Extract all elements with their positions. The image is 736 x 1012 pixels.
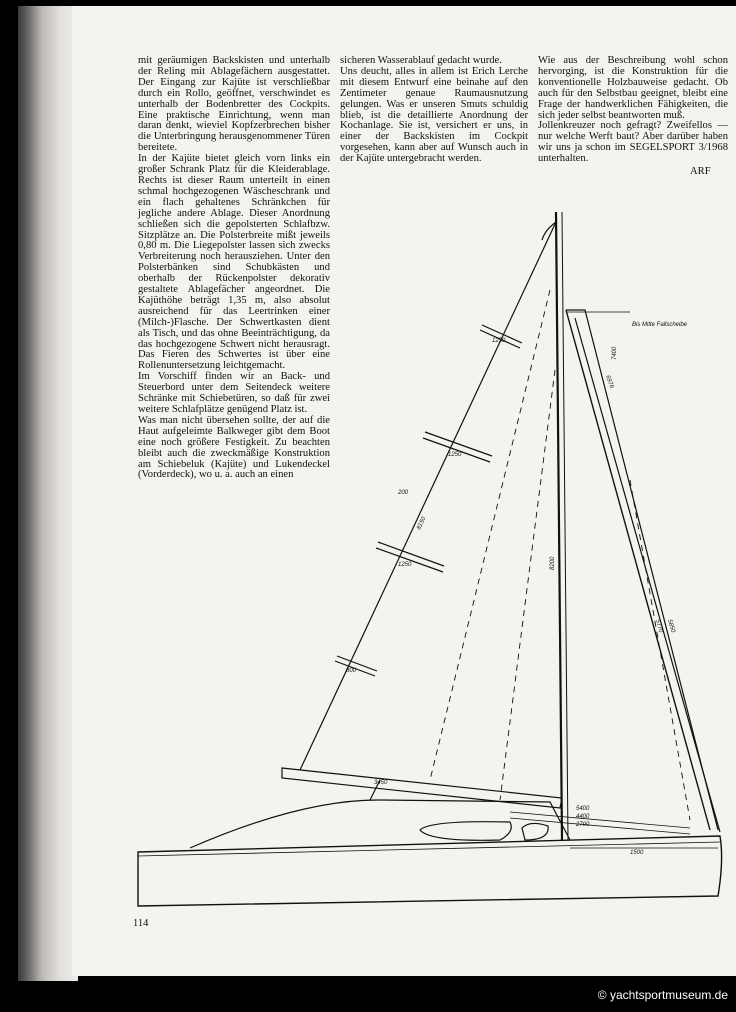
forestay	[566, 310, 710, 830]
sail-dashed-2	[500, 370, 555, 800]
dim-label: 1250	[492, 338, 506, 344]
author-signature: ARF	[690, 166, 711, 177]
dim-label: 8200	[550, 556, 556, 570]
paragraph: sicheren Wasserablauf gedacht wurde.	[340, 55, 502, 66]
dim-label: 1250	[398, 562, 412, 568]
dim-label: 7400	[612, 346, 618, 360]
dim-label: 6976	[604, 374, 615, 390]
dim-label: 1250	[448, 452, 462, 458]
paragraph: mit geräumigen Backskisten und unterhalb der Reling mit Ablagefächern ausgestattet. Der Eingang zur Kajüte ist verschließbar durch ein Rollo, geöffnet, verschwindet es unterhalb der Bodenbretter des Cockpits. Eine praktische Einrichtung, wenn man daran denkt, wieviel Kopfzerbrechen bisher die Unterbringung herausgenommener Türen bereitete.	[138, 55, 330, 154]
dim-label: 5850	[666, 618, 676, 634]
batten-3	[376, 548, 443, 572]
paragraph: Uns deucht, alles in allem ist Erich Lerche mit diesem Entwurf eine beinahe auf den Zentimeter genaue Raumausnutzung gelungen. Was er unseren Smuts schuldig blieb, ist die detaillierte Anordnung der Kochanlage. Sie ist, versichert er uns, in einer der Backskisten im Cockpit vorgesehen, kann aber auf Wunsch auch in der Kajüte untergebracht werden.	[340, 65, 528, 165]
sail-plan-svg	[130, 200, 736, 920]
dim-label: 5770	[654, 618, 664, 634]
page-number: 114	[133, 918, 149, 929]
book-binding	[18, 6, 78, 981]
cabin-top	[190, 800, 570, 848]
dim-label: 8150	[416, 516, 428, 531]
dim-label: 2700	[576, 822, 590, 828]
dim-label: 3450	[374, 780, 388, 786]
batten-2	[423, 438, 490, 462]
paragraph: Jollenkreuzer noch gefragt? Zweifellos — nur welche Werft baut? Aber darüber haben wir uns ja schon im SEGELSPORT 3/1968 unterhalten.	[538, 120, 728, 165]
dim-label: 5400	[576, 806, 590, 812]
dim-label: Bis Mitte Fallscheibe	[632, 322, 688, 328]
paragraph: Wie aus der Beschreibung wohl schon hervorging, ist die Konstruktion für die konventionelle Holzbauweise gedacht. Ob auch für den Selbstbau geeignet, bleibt eine Frage der handwerklichen Fähigkeiten, die sich jeder selbst beantworten muß.	[538, 55, 728, 121]
hull	[138, 836, 722, 906]
text-column-3	[538, 56, 728, 165]
dim-label: 4400	[576, 814, 590, 820]
cabin-window	[420, 822, 511, 841]
text-column-2	[340, 56, 528, 165]
paragraph: Was man nicht übersehen sollte, der auf die Haut aufgeleimte Balkweger gibt dem Boot eine noch größere Festigkeit. Zu beachten bleibt auch die zweckmäßige Konstruktion am Schiebeluk (Kajüte) und Lukendeckel (Vorderdeck), wo u. a. auch an einen	[138, 414, 330, 481]
dim-label: 800	[346, 668, 357, 674]
paragraph: Im Vorschiff finden wir an Back- und Steuerbord unter dem Seitendeck weitere Schränke mit Schiebetüren, so daß für zwei weitere Schlafplätze genügend Platz ist.	[138, 371, 330, 415]
jib-luff	[566, 310, 718, 830]
paragraph: In der Kajüte bietet gleich vorn links ein großer Schrank Platz für die Kleiderablage. Rechts ist dieser Raum unterteilt in einen schmal hochgezogenen Wäscheschrank und ein flach gehaltenes Schränkchen für jegliche andere Ablage. Dieser Anordnung schließen sich die gepolsterten Schlafbzw. Sitzplätze an. Die Polsterbreite mißt jeweils 0,80 m. Die Liegepolster lassen sich zwecks Verbreiterung noch herausziehen. Unter den Polsterbänken sind Schubkästen und oberhalb der Rückenpolster dekorativ gestaltete Ablagefächer angeordnet. Die Kajüthöhe beträgt 1,35 m, also absolut ausreichend für das Leertrinken einer (Milch-)Flasche. Der Schwertkasten dient als Tisch, und das ohne Beeinträchtigung, da das hochgezogene Schwert nicht herausragt. Das Fieren des Schwertes ist über eine Rollenuntersetzung leichtgemacht.	[138, 153, 330, 372]
dim-label: 1500	[630, 850, 644, 856]
mast-line-inner	[562, 212, 568, 840]
cabin-window-2	[522, 823, 548, 840]
sail-plan-drawing	[130, 200, 736, 920]
mainsail-leech	[300, 222, 556, 770]
dim-label: 200	[398, 490, 409, 496]
mast-line	[556, 212, 562, 840]
watermark-credit: © yachtsportmuseum.de	[597, 988, 728, 1002]
